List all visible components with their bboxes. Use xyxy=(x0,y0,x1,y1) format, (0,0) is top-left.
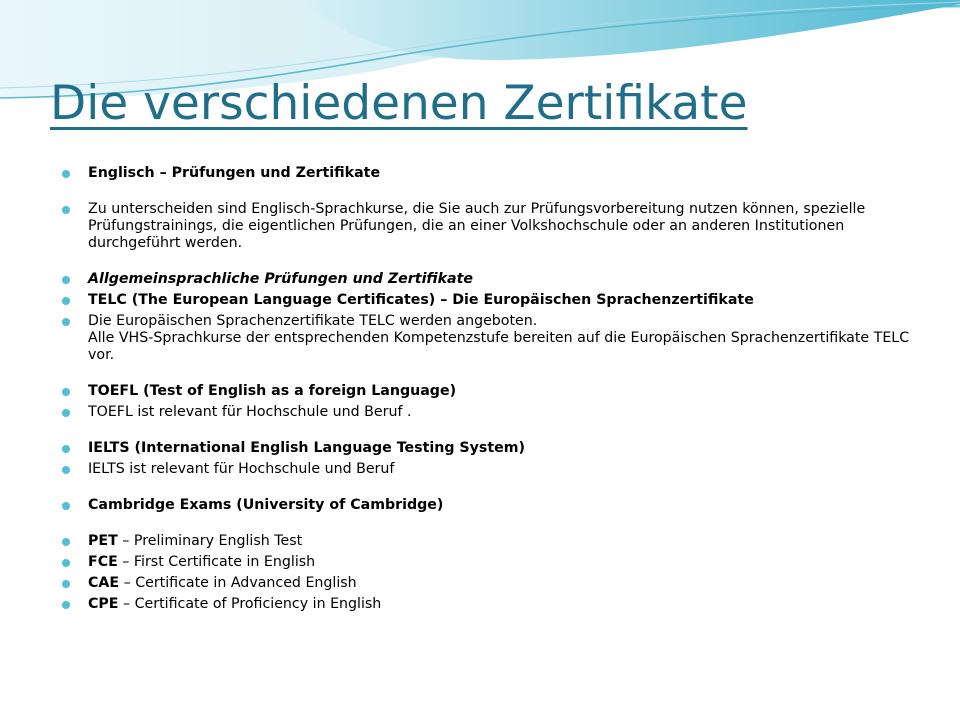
list-item: TOEFL (Test of English as a foreign Language) xyxy=(62,383,922,400)
list-item: Allgemeinsprachliche Prüfungen und Zertifikate xyxy=(62,271,922,288)
list-item: FCE – First Certificate in English xyxy=(62,554,922,571)
list-item: Cambridge Exams (University of Cambridge) xyxy=(62,497,922,514)
list-item: Die Europäischen Sprachenzertifikate TELC werden angeboten. Alle VHS-Sprachkurse der entsprechenden Kompetenzstufe bereiten auf die Europäischen Sprachenzertifikate TELC vor. xyxy=(62,313,922,364)
list-item: PET – Preliminary English Test xyxy=(62,533,922,550)
list-item: Zu unterscheiden sind Englisch-Sprachkurse, die Sie auch zur Prüfungsvorbereitung nutzen können, spezielle Prüfungstrainings, die eigentlichen Prüfungen, die an einer Volkshochschule oder an anderen Institutionen durchgeführt werden. xyxy=(62,201,922,252)
list-item: IELTS (International English Language Testing System) xyxy=(62,440,922,457)
content-list xyxy=(62,165,922,613)
list-item: CPE – Certificate of Proficiency in English xyxy=(62,596,922,613)
list-item: IELTS ist relevant für Hochschule und Beruf xyxy=(62,461,922,478)
list-item: TOEFL ist relevant für Hochschule und Beruf . xyxy=(62,404,922,421)
slide-title: Die verschiedenen Zertifikate xyxy=(50,76,748,131)
list-item: TELC (The European Language Certificates) – Die Europäischen Sprachenzertifikate xyxy=(62,292,922,309)
list-item: CAE – Certificate in Advanced English xyxy=(62,575,922,592)
list-item: Englisch – Prüfungen und Zertifikate xyxy=(62,165,922,182)
